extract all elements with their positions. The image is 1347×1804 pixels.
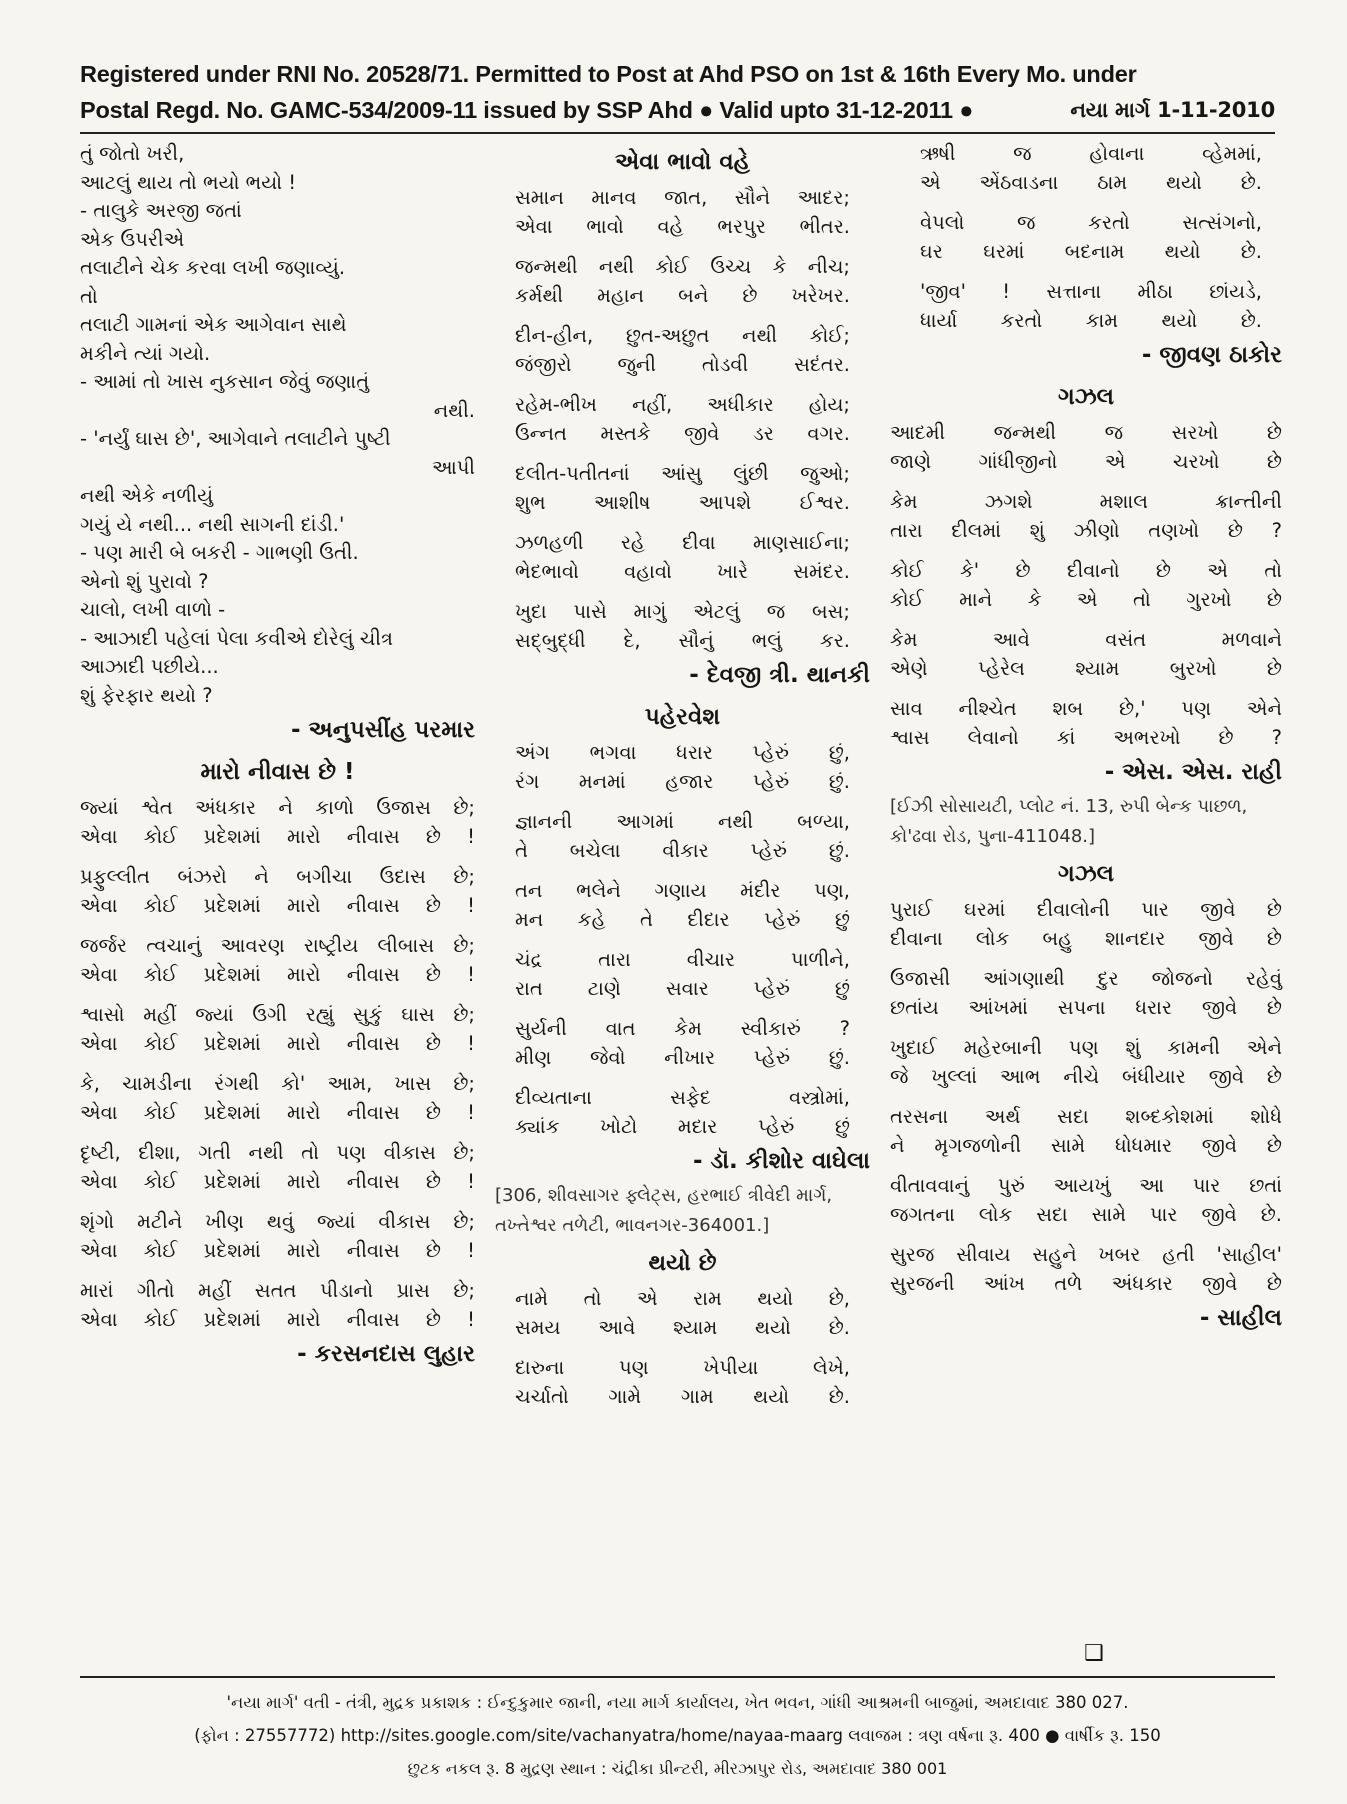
poem-5-continued bbox=[890, 140, 1282, 335]
poem-line: મારાં ગીતો મહીં સતત પીડાનો પ્રાસ છે; bbox=[80, 1279, 475, 1302]
poem-5-author: - જીવણ ઠાકોર bbox=[1141, 342, 1282, 368]
poem-line: કે, ચામડીના રંગથી કો' આમ, ખાસ છે; bbox=[80, 1072, 475, 1095]
poem-line: રંગ મનમાં હજાર પ્હેરું છું. bbox=[515, 769, 850, 793]
poem-line: કોઈ માને કે એ તો ગુરખો છે bbox=[890, 587, 1282, 611]
poem-line: દીવ્યતાના સફેદ વસ્ત્રોમાં, bbox=[515, 1086, 850, 1109]
poem-5-title: થયો છે bbox=[648, 1250, 717, 1276]
poem-line: જાણે ગાંધીજીનો એ ચરખો છે bbox=[890, 449, 1282, 473]
stanza bbox=[80, 1001, 475, 1058]
poem-6-title: ગઝલ bbox=[1057, 384, 1115, 410]
poem-line: દીન-હીન, છુત-અછુત નથી કોઈ; bbox=[515, 324, 850, 347]
poem-line: જે ખુલ્લાં આભ નીચે બંધીયાર જીવે છે bbox=[890, 1064, 1282, 1088]
poem-line: જ્યાં શ્વેત અંધકાર ને કાળો ઉજાસ છે; bbox=[80, 796, 475, 819]
poem-6-address: [ઈઝી સોસાયટી, પ્લોટ નં. 13, રુપી બેન્ક પાછળ, કો'ઢવા રોડ, પુના-411048.] bbox=[890, 796, 1248, 847]
stanza bbox=[890, 419, 1282, 476]
poem-line: ઉજાસી આંગણાથી દુર જોજનો રહેવું bbox=[890, 967, 1282, 990]
poem-line: સુર્યની વાત કેમ સ્વીકારું ? bbox=[515, 1017, 850, 1040]
registration-line: Registered under RNI No. 20528/71. Permitted to Post at Ahd PSO on 1st & 16th Every Mo. under bbox=[80, 61, 1137, 87]
poem-line: ઝળહળી રહે દીવા માણસાઈના; bbox=[515, 531, 850, 554]
poem-line: આટલું થાય તો ભયો ભયો ! bbox=[80, 170, 297, 194]
stanza bbox=[495, 946, 870, 1003]
poem-2 bbox=[80, 794, 475, 1334]
poem-line: શુભ આશીષ આપશે ઈશ્વર. bbox=[515, 490, 850, 514]
poem-line: ઉન્નત મસ્તકે જીવે ડર વગર. bbox=[515, 421, 850, 445]
stanza bbox=[890, 209, 1282, 266]
poem-line: સદ્બુદ્ધી દે, સૌનું ભલું કર. bbox=[515, 628, 850, 652]
poem-line: મન કહે તે દીદાર પ્હેરું છું bbox=[515, 907, 850, 931]
poem-line: ચંદ્ર તારા વીચાર પાળીને, bbox=[515, 948, 850, 971]
column-3 bbox=[890, 140, 1282, 1338]
end-mark-icon: ❑ bbox=[1084, 1641, 1104, 1666]
poem-line: કેમ આવે વસંત મળવાને bbox=[890, 628, 1282, 651]
stanza bbox=[890, 695, 1282, 752]
poem-line: એવા કોઈ પ્રદેશમાં મારો નીવાસ છે ! bbox=[80, 824, 475, 848]
poem-7 bbox=[890, 896, 1282, 1298]
poem-line: વેપલો જ કરતો સત્સંગનો, bbox=[920, 211, 1262, 234]
poem-line: એવા ભાવો વહે ભરપુર ભીતર. bbox=[515, 214, 850, 238]
stanza bbox=[890, 1241, 1282, 1298]
issue-date: નયા માર્ગ 1-11-2010 bbox=[1070, 98, 1275, 122]
imprint-line-1: 'નયા માર્ગ' વતી - તંત્રી, મુદ્રક પ્રકાશક : ઈન્દુકુમાર જાની, નયા માર્ગ કાર્યાલય, ખેત ભવન, ગાંધી આશ્રમની બાજુમાં, અમદાવાદ 380 027. bbox=[226, 1693, 1129, 1712]
imprint-line-3: છુટક નકલ રૂ. 8 મુદ્રણ સ્થાન : ચંદ્રીકા પ્રીન્ટરી, મીરઝાપુર રોડ, અમદાવાદ 380 001 bbox=[407, 1759, 948, 1778]
poem-line: જર્જર ત્વચાનું આવરણ રાષ્ટ્રીય લીબાસ છે; bbox=[80, 934, 475, 957]
poem-line: સાવ નીશ્ચેત શબ છે,' પણ એને bbox=[890, 697, 1282, 720]
stanza bbox=[890, 140, 1282, 197]
stanza bbox=[495, 253, 870, 310]
poem-line: શૃંગો મટીને ખીણ થવું જ્યાં વીકાસ છે; bbox=[80, 1210, 475, 1233]
poem-line: કેમ ઝગશે મશાલ ક્રાન્તીની bbox=[890, 490, 1282, 513]
poem-6-author: - એસ. એસ. રાહી bbox=[1104, 759, 1282, 785]
poem-line: ભેદભાવો વહાવો ખારે સમંદર. bbox=[515, 559, 850, 583]
poem-line: એણે પ્હેરેલ શ્યામ બુરખો છે bbox=[890, 656, 1282, 680]
poem-7-title: ગઝલ bbox=[1057, 861, 1115, 887]
poem-line: શ્વાસ લેવાનો કાં અભરખો છે ? bbox=[890, 725, 1282, 749]
poem-line: ને મૃગજળોની સામે ધોધમાર જીવે છે bbox=[890, 1133, 1282, 1157]
poem-4 bbox=[495, 739, 870, 1141]
poem-7-author: - સાહીલ bbox=[1199, 1305, 1282, 1331]
stanza bbox=[890, 965, 1282, 1022]
poem-line: નથી એકે નળીયું bbox=[80, 484, 214, 507]
stanza bbox=[80, 1208, 475, 1265]
poem-5 bbox=[495, 1285, 870, 1411]
stanza bbox=[890, 1172, 1282, 1229]
poem-line: મીણ જેવો નીખાર પ્હેરું છું. bbox=[515, 1045, 850, 1069]
stanza bbox=[495, 739, 870, 796]
poem-line: દીવાના લોક બહુ શાનદાર જીવે છે bbox=[890, 926, 1282, 950]
poem-line: તન ભલેને ગણાય મંદીર પણ, bbox=[515, 879, 850, 902]
poem-line: જગતના લોક સદા સામે પાર જીવે છે. bbox=[890, 1202, 1282, 1226]
poem-line: શું ફેરફાર થયો ? bbox=[80, 683, 213, 707]
poem-line: દારુના પણ ખેપીયા લેખે, bbox=[515, 1356, 850, 1379]
poem-line: ખુદાઈ મહેરબાની પણ શું કામની એને bbox=[890, 1036, 1282, 1059]
stanza bbox=[495, 877, 870, 934]
masthead bbox=[80, 56, 1275, 128]
poem-line: એવા કોઈ પ્રદેશમાં મારો નીવાસ છે ! bbox=[80, 1031, 475, 1055]
stanza bbox=[495, 1354, 870, 1411]
stanza bbox=[495, 1015, 870, 1072]
imprint-line-2: (ફોન : 27557772) http://sites.google.com/site/vachanyatra/home/nayaa-maarg લવાજમ : ત્રણ વર્ષના રૂ. 400 ● વાર્ષીક રૂ. 150 bbox=[194, 1726, 1161, 1745]
poem-line: જંજીરો જુની તોડવી સદંતર. bbox=[515, 352, 850, 376]
poem-line: પુરાઈ ઘરમાં દીવાલોની પાર જીવે છે bbox=[890, 898, 1282, 921]
poem-line: કર્મથી મહાન બને છે ખરેખર. bbox=[515, 283, 850, 307]
poem-line: ચાલો, લખી વાળો - bbox=[80, 598, 226, 621]
poem-line: વીતાવવાનું પુરું આયખું આ પાર છતાં bbox=[890, 1174, 1282, 1197]
poem-line: એવા કોઈ પ્રદેશમાં મારો નીવાસ છે ! bbox=[80, 1238, 475, 1262]
poem-line: શ્વાસો મહીં જ્યાં ઉગી રહ્યું સુકું ઘાસ છે; bbox=[80, 1003, 475, 1026]
poem-line: જ્ઞાનની આગમાં નથી બળ્યા, bbox=[515, 810, 850, 833]
stanza bbox=[495, 1084, 870, 1141]
poem-3 bbox=[495, 184, 870, 655]
stanza bbox=[80, 1070, 475, 1127]
stanza bbox=[495, 391, 870, 448]
poem-4-address: [306, શીવસાગર ફ્લેટ્સ, હરભાઈ ત્રીવેદી માર્ગ, તખ્તેશ્વર તળેટી, ભાવનગર-364001.] bbox=[495, 1185, 833, 1236]
poem-line: તલાટી ગામનાં એક આગેવાન સાથે bbox=[80, 313, 347, 336]
stanza bbox=[495, 529, 870, 586]
poem-1 bbox=[80, 140, 475, 710]
poem-line: તલાટીને ચેક કરવા લખી જણાવ્યું. bbox=[80, 256, 346, 279]
stanza bbox=[80, 1277, 475, 1334]
poem-line: ઘર ઘરમાં બદનામ થયો છે. bbox=[920, 239, 1262, 263]
poem-line: 'જીવ' ! સત્તાના મીઠા છાંયડે, bbox=[920, 280, 1262, 303]
stanza bbox=[890, 1034, 1282, 1091]
stanza bbox=[495, 808, 870, 865]
poem-line: એક ઉપરીએ bbox=[80, 227, 185, 251]
header-rule bbox=[80, 132, 1275, 134]
poem-line: ખુદા પાસે માગું એટલું જ બસ; bbox=[515, 600, 850, 623]
poem-line: ગયું યે નથી... નથી સાગની દાંડી.' bbox=[80, 512, 345, 536]
poem-line: તે બચેલા વીકાર પ્હેરું છું. bbox=[515, 838, 850, 862]
stanza bbox=[495, 460, 870, 517]
poem-line: સુરજ સીવાય સહુને ખબર હતી 'સાહીલ' bbox=[890, 1243, 1282, 1266]
poem-line: એવા કોઈ પ્રદેશમાં મારો નીવાસ છે ! bbox=[80, 1307, 475, 1331]
poem-4-title: પહેરવેશ bbox=[644, 704, 721, 730]
stanza bbox=[890, 488, 1282, 545]
poem-line: તરસના અર્થ સદા શબ્દકોશમાં શોધે bbox=[890, 1105, 1282, 1128]
poem-line: મકીને ત્યાં ગયો. bbox=[80, 341, 211, 365]
poem-line: એ એંઠવાડના ઠામ થયો છે. bbox=[920, 170, 1262, 194]
footer-rule bbox=[80, 1676, 1275, 1678]
postal-registration: Postal Regd. No. GAMC-534/2009-11 issued by SSP Ahd ● Valid upto 31-12-2011 ● bbox=[80, 97, 974, 123]
poem-line: એવા કોઈ પ્રદેશમાં મારો નીવાસ છે ! bbox=[80, 962, 475, 986]
postal-line bbox=[80, 92, 1275, 128]
poem-line: તારા દીલમાં શું ઝીણો તણખો છે ? bbox=[890, 518, 1282, 542]
poem-line: રહેમ-ભીખ નહીં, અધીકાર હોય; bbox=[515, 393, 850, 416]
stanza bbox=[495, 1285, 870, 1342]
poem-line: એવા કોઈ પ્રદેશમાં મારો નીવાસ છે ! bbox=[80, 1169, 475, 1193]
poem-line: ક્યાંક ખોટો મદાર પ્હેરું છું bbox=[515, 1114, 850, 1138]
stanza bbox=[890, 557, 1282, 614]
column-1 bbox=[80, 140, 475, 1374]
poem-3-title: એવા ભાવો વહે bbox=[614, 149, 751, 175]
poem-line: સમય આવે શ્યામ થયો છે. bbox=[515, 1315, 850, 1339]
stanza bbox=[495, 322, 870, 379]
stanza bbox=[80, 1139, 475, 1196]
poem-3-author: - દેવજી ત્રી. થાનકી bbox=[689, 662, 870, 688]
stanza bbox=[890, 626, 1282, 683]
poem-line: દલીત-પતીતનાં આંસુ લુંછી જુઓ; bbox=[515, 462, 850, 485]
poem-line: છતાંય આંખમાં સપના ધરાર જીવે છે bbox=[890, 995, 1282, 1019]
poem-line: સુરજની આંખ તળે અંધકાર જીવે છે bbox=[890, 1271, 1282, 1295]
poem-line: અંગ ભગવા ધરાર પ્હેરું છું, bbox=[515, 741, 850, 764]
poem-2-title: મારો નીવાસ છે ! bbox=[200, 759, 355, 785]
poem-line: ઋષી જ હોવાના વ્હેમમાં, bbox=[920, 142, 1262, 165]
poem-line: એનો શું પુરાવો ? bbox=[80, 569, 209, 593]
stanza bbox=[890, 278, 1282, 335]
poem-line: - આમાં તો ખાસ નુકસાન જેવું જણાતું bbox=[80, 370, 370, 393]
poem-line: એવા કોઈ પ્રદેશમાં મારો નીવાસ છે ! bbox=[80, 893, 475, 917]
poem-line: રાત ટાણે સવાર પ્હેરું છું bbox=[515, 976, 850, 1000]
poem-line: કોઈ કે' છે દીવાનો છે એ તો bbox=[890, 559, 1282, 582]
poem-line: - આઝાદી પહેલાં પેલા કવીએ દોરેલું ચીત્ર bbox=[80, 626, 393, 650]
poem-line: આપી bbox=[431, 455, 475, 479]
poem-6 bbox=[890, 419, 1282, 752]
poem-line: - પણ મારી બે બકરી - ગાભણી ઉતી. bbox=[80, 541, 359, 564]
poem-line: આદમી જન્મથી જ સરખો છે bbox=[890, 421, 1282, 444]
poem-2-author: - કરસનદાસ લુહાર bbox=[297, 1341, 475, 1367]
poem-line: પ્રફુલ્લીત બંઝરો ને બગીચા ઉદાસ છે; bbox=[80, 865, 475, 888]
poem-line: - તાલુકે અરજી જતાં bbox=[80, 199, 242, 222]
stanza bbox=[890, 1103, 1282, 1160]
poem-line: નામે તો એ રામ થયો છે, bbox=[515, 1287, 850, 1310]
poem-1-author: - અનુપસીંહ પરમાર bbox=[290, 717, 475, 743]
column-2 bbox=[495, 140, 870, 1411]
stanza bbox=[80, 932, 475, 989]
poem-line: આઝાદી પછીયે... bbox=[80, 655, 219, 678]
poem-line: ધાર્યા કરતો કામ થયો છે. bbox=[920, 308, 1262, 332]
stanza bbox=[495, 598, 870, 655]
stanza bbox=[80, 794, 475, 851]
poem-line: - 'નર્યું ઘાસ છે', આગેવાને તલાટીને પુષ્ટી bbox=[80, 427, 391, 450]
poem-line: નથી. bbox=[433, 398, 475, 422]
imprint bbox=[80, 1686, 1275, 1785]
poem-line: ચર્ચાતો ગામે ગામ થયો છે. bbox=[515, 1384, 850, 1408]
poem-line: દૃષ્ટી, દીશા, ગતી નથી તો પણ વીકાસ છે; bbox=[80, 1141, 475, 1164]
poem-line: સમાન માનવ જાત, સૌને આદર; bbox=[515, 186, 850, 209]
stanza bbox=[495, 184, 870, 241]
poem-line: તું જોતો ખરી, bbox=[80, 142, 185, 165]
stanza bbox=[80, 863, 475, 920]
poem-4-author: - ડૉ. કીશોર વાઘેલા bbox=[692, 1148, 870, 1174]
poem-line: જન્મથી નથી કોઈ ઉચ્ચ કે નીચ; bbox=[515, 255, 850, 278]
stanza bbox=[890, 896, 1282, 953]
poem-line: તો bbox=[80, 284, 98, 308]
poem-line: એવા કોઈ પ્રદેશમાં મારો નીવાસ છે ! bbox=[80, 1100, 475, 1124]
